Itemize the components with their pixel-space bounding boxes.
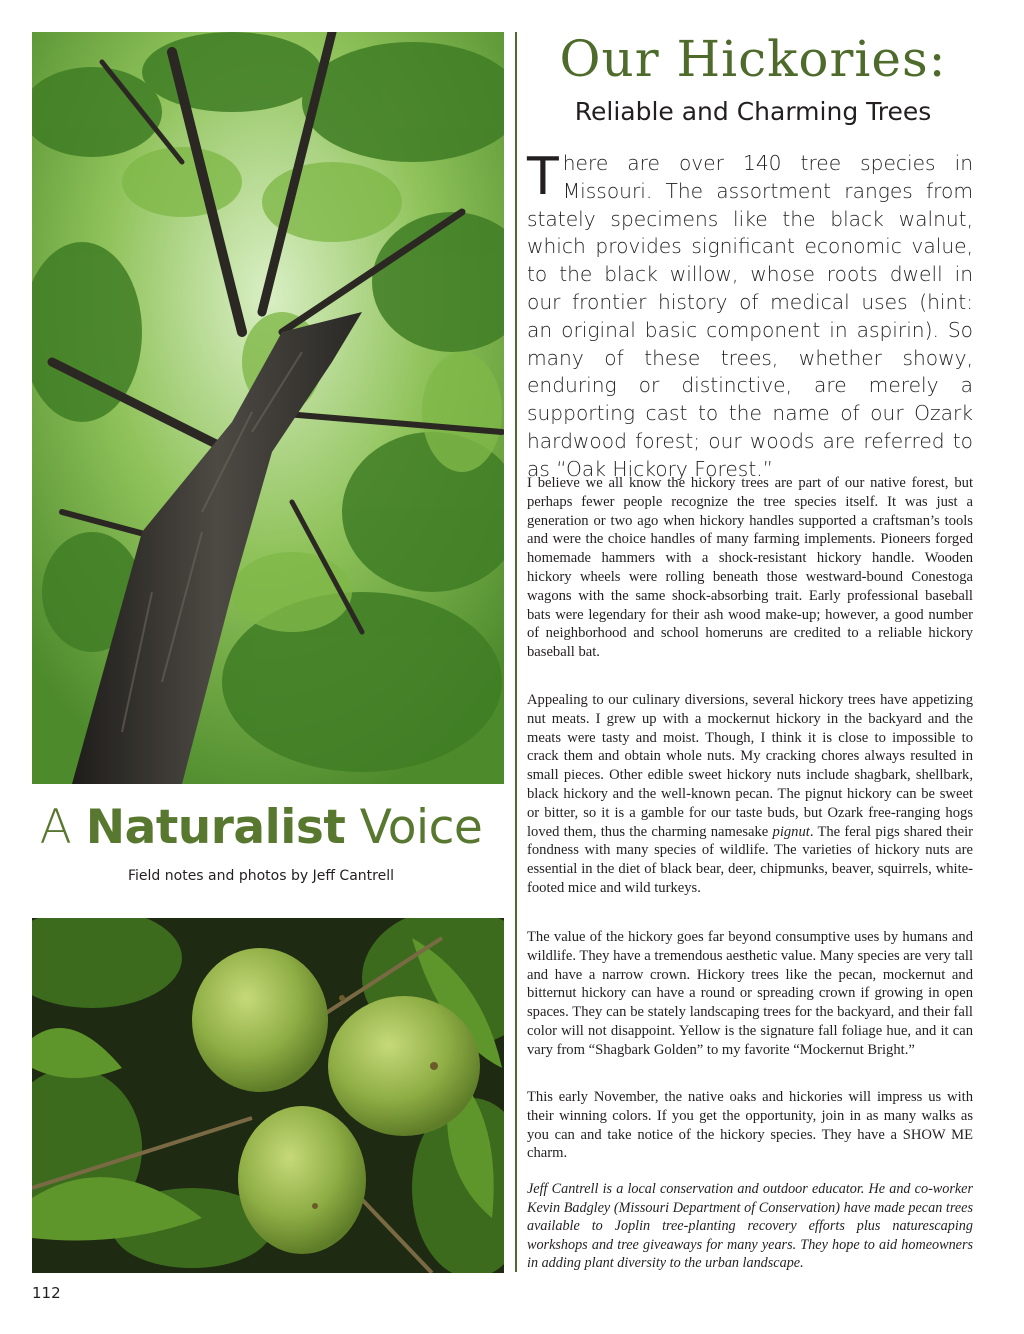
body-paragraph-2 [527,691,973,898]
series-title [36,800,486,855]
hickory-tree-photo [32,32,504,784]
author-bio: Jeff Cantrell is a local conservation and outdoor educator. He and co-worker Kevin Badgley (Missouri Department of Conservation) have made pecan trees available to Joplin tree-planting recovery efforts plus naturescaping workshops and tree giveaways for many years. They hope to aid homeowners in adding plant diversity to the urban landscape. [527,1181,973,1272]
article-headline: Our Hickories: [559,30,947,88]
column-divider [515,32,517,1272]
body-paragraph-1: I believe we all know the hickory trees are part of our native forest, but perhaps fewer people recognize the tree species itself. It was just a generation or two ago when hickory handles supported a craftsman’s tools and were the choice handles of many farming implements. Pioneers forged homemade hammers with a shock-resistant hickory handle. Wooden hickory wheels were rolling beneath those westward-bound Conestoga wagons with the same shock-absorbing trait. Early professional baseball bats were legendary for their ash wood make-up; however, a good number of neighborhood and school homeruns are credited to a reliable hickory baseball bat. [527,475,973,661]
series-title-naturalist: Naturalist [85,800,346,855]
hickory-nuts-photo [32,918,504,1273]
intro-text: here are over 140 tree species in Missouri. The assortment ranges from stately specimens like the black walnut, which provides significant economic value, to the black willow, whose roots dwell in our frontier history of medical uses (hint: an original basic component in aspirin). So many of these trees, whether showy, enduring or distinctive, are merely a supporting cast to the name of our Ozark hardwood forest; our woods are referred to as “Oak Hickory Forest.” [527,151,973,481]
body-paragraph-2-text-a: Appealing to our culinary diversions, several hickory trees have appetizing nut meats. I grew up with a mockernut hickory in the backyard and the meats were tasty and moist. Though, I think it is close to impossible to crack them and obtain whole nuts. My cracking chores always resulted in small pieces. Other edible sweet hickory nuts include shagbark, shellbark, black hickory and the well-known pecan. The pignut hickory can be sweet or bitter, so it is a gamble for our taste buds, but Ozark free-ranging hogs loved them, thus the charming namesake [527,692,973,840]
intro-paragraph [527,147,973,484]
byline: Field notes and photos by Jeff Cantrell [128,868,394,884]
body-paragraph-2-text-b: . The feral pigs shared their fondness with many species of wildlife. The varieties of hickory nuts are essential in the diet of black bear, deer, chipmunks, beaver, squirrels, white-footed mice and wild turkeys. [527,823,973,896]
series-title-a: A [39,800,86,855]
body-paragraph-3: The value of the hickory goes far beyond consumptive uses by humans and wildlife. They have a tremendous aesthetic value. Many species are very tall and have a narrow crown. Hickory trees like the pecan, mockernut and bitternut hickory can have a round or spreading crown if growing in open spaces. They can be stately landscaping trees for the backyard, and their fall color will not disappoint. Yellow is the signature fall foliage hue, and it can vary from “Shagbark Golden” to my favorite “Mockernut Bright.” [527,929,973,1058]
article-subheadline: Reliable and Charming Trees [574,97,932,126]
body-paragraph-2-emphasis: pignut [772,823,810,840]
body-paragraph-4: This early November, the native oaks and hickories will impress us with their winning colors. If you get the opportunity, join in as many walks as you can and take notice of the hickory species. They have a SHOW ME charm. [527,1089,973,1162]
series-title-voice: Voice [345,800,483,855]
page-number: 112 [32,1284,61,1302]
drop-cap: T [527,147,559,207]
